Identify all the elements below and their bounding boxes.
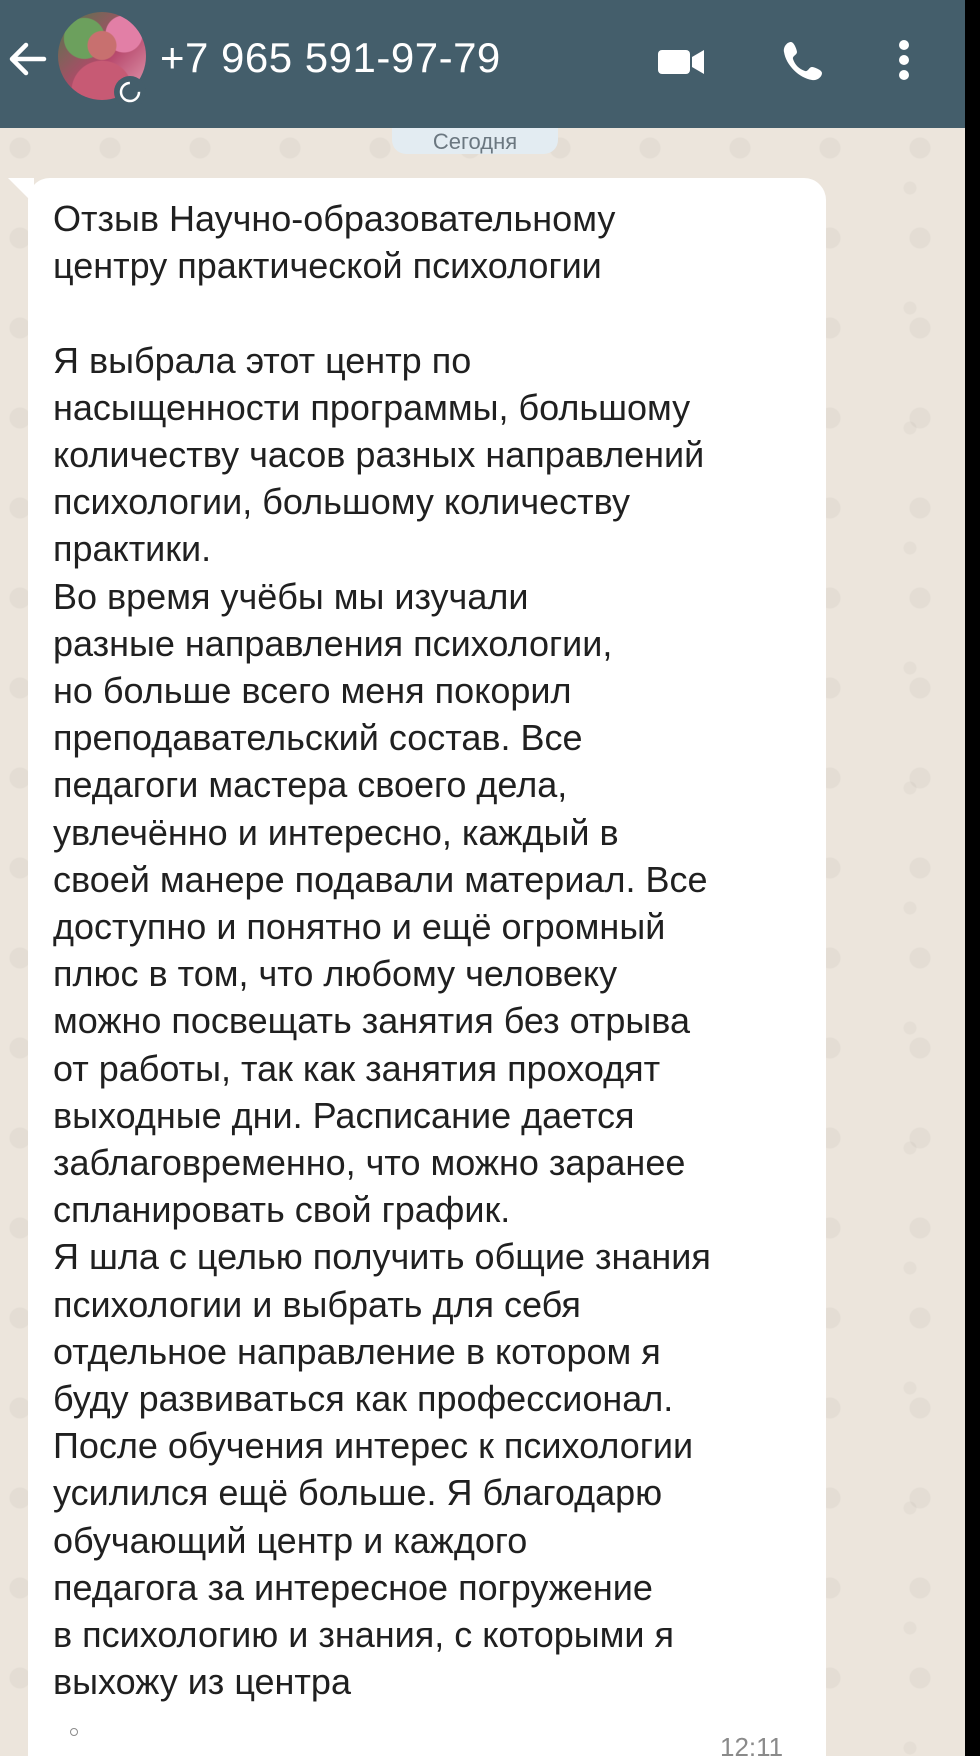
message-time: 12:11 bbox=[720, 1732, 784, 1756]
chat-header bbox=[0, 0, 965, 128]
more-vert-icon bbox=[884, 30, 924, 90]
more-options-button[interactable] bbox=[884, 30, 924, 90]
message-text: Отзыв Научно-образовательному центру практической психологии Я выбрала этот центр по насыщенности программы, большому количеству часов разных направлений психологии, большому количеству практики. Во время учёбы мы изучали разные направления психологии, но больше всего меня покорил преподавательский состав. Все педагоги мастера своего дела, увлечённо и интересно, каждый в своей манере подавали материал. Все доступно и понятно и ещё огромный плюс в том, что любому человеку можно посвещать занятия без отрыва от работы, так как занятия проходят выходные дни. Расписание дается заблаговременно, что можно заранее спланировать свой график. Я шла с целью получить общие знания психологии и выбрать для себя отдельное направление в котором я буду развиваться как профессионал. После обучения интерес к психологии усилился ещё больше. Я благодарю обучающий центр и каждого педагога за интересное погружение в психологию и знания, с которыми я выхожу из центра bbox=[53, 198, 711, 1703]
message-status-dot bbox=[70, 1728, 78, 1736]
video-call-icon bbox=[652, 30, 712, 90]
date-label: Сегодня bbox=[432, 129, 518, 154]
contact-phone[interactable]: +7 965 591-97-79 bbox=[160, 34, 501, 81]
back-arrow-icon bbox=[6, 34, 50, 84]
voice-call-button[interactable] bbox=[772, 30, 832, 90]
video-call-button[interactable] bbox=[652, 30, 712, 90]
phone-call-icon bbox=[772, 30, 832, 90]
status-icon bbox=[114, 76, 146, 108]
back-button[interactable] bbox=[6, 34, 50, 84]
screen-edge bbox=[965, 0, 980, 1756]
